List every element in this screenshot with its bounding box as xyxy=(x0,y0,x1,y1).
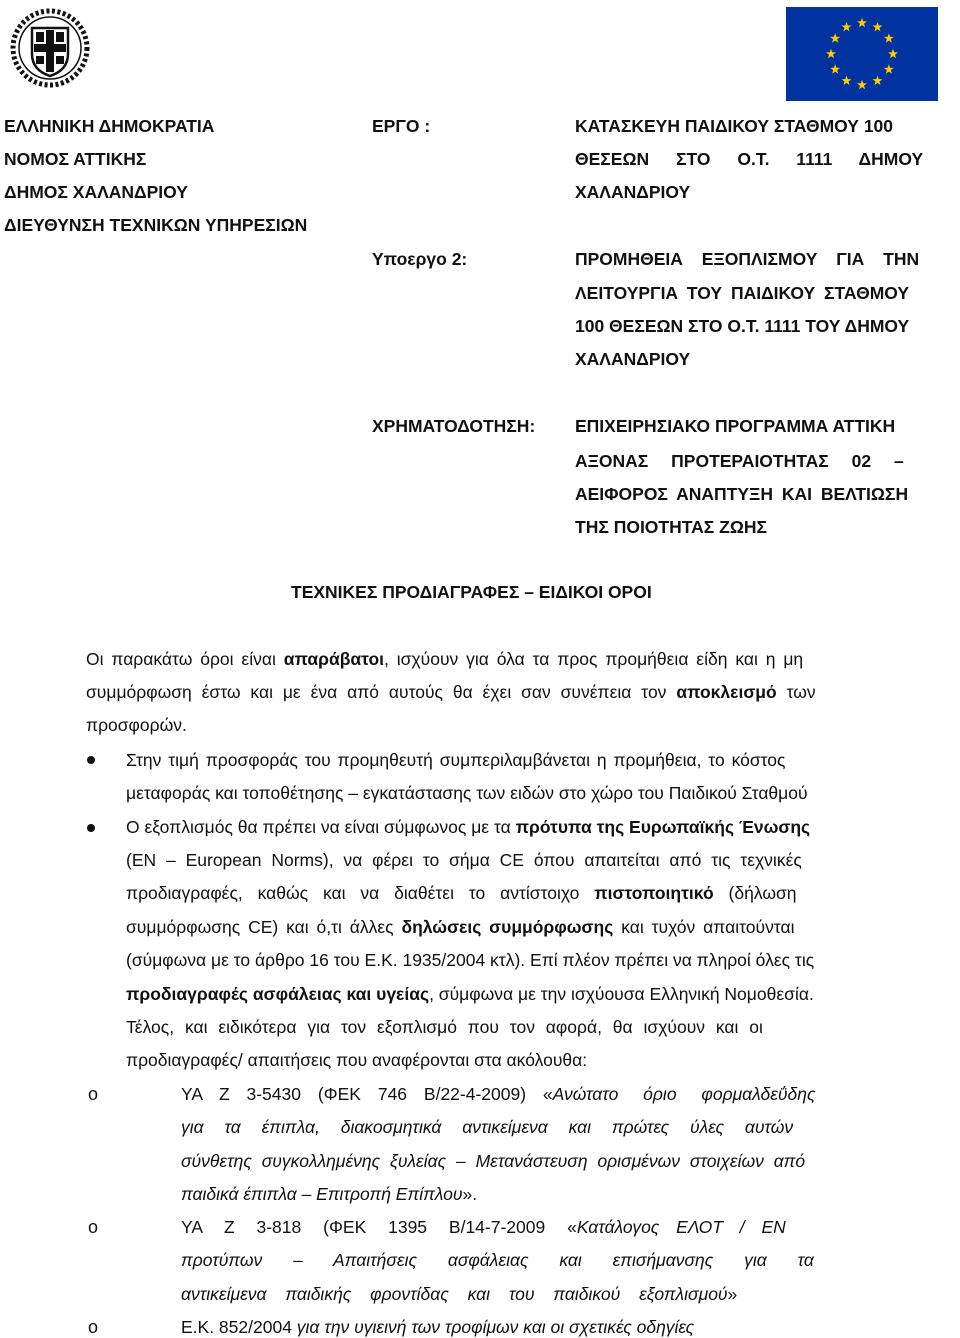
ergo-line-1: ΚΑΤΑΣΚΕΥΗ ΠΑΙΔΙΚΟΥ ΣΤΑΘΜΟΥ 100 xyxy=(575,116,894,136)
intro-text-1a: Οι παρακάτω όροι είναι xyxy=(86,649,276,669)
sub1-italic-4: παιδικά έπιπλα – Επιτροπή Επίπλου xyxy=(181,1184,463,1204)
ergo-line-3: ΧΑΛΑΝΔΡΙΟΥ xyxy=(575,182,691,202)
funding-line-3: ΑΕΙΦΟΡΟΣ ΑΝΑΠΤΥΞΗ ΚΑΙ ΒΕΛΤΙΩΣΗ xyxy=(575,484,909,504)
bullet-dot-2 xyxy=(87,824,95,832)
bullet2-text-6b: , σύμφωνα με την ισχύουσα Ελληνική Νομοθεσία. xyxy=(429,984,814,1004)
bullet2-text-3c: (δήλωση xyxy=(728,883,797,903)
intro-line-1 xyxy=(86,648,803,670)
bullet2-text-4a: συμμόρφωσης CE) και ό,τι άλλες xyxy=(126,917,394,937)
sub-bullet-2: o xyxy=(88,1217,99,1237)
ypoergo-line-2: ΛΕΙΤΟΥΡΓΙΑ ΤΟΥ ΠΑΙΔΙΚΟΥ ΣΤΑΘΜΟΥ xyxy=(575,283,910,303)
sub1-line-1 xyxy=(181,1083,816,1105)
bullet2-text-1a: Ο εξοπλισμός θα πρέπει να είναι σύμφωνος με τα xyxy=(126,817,511,837)
header-left-line-4: ΔΙΕΥΘΥΝΣΗ ΤΕΧΝΙΚΩΝ ΥΠΗΡΕΣΙΩΝ xyxy=(4,215,308,235)
ergo-line-2 xyxy=(575,148,956,170)
ypoergo-line-4: ΧΑΛΑΝΔΡΙΟΥ xyxy=(575,349,691,369)
bullet2-bold-protypa: πρότυπα της Ευρωπαϊκής Ένωσης xyxy=(515,817,811,837)
bullet2-line-1 xyxy=(126,816,810,838)
eu-flag-logo xyxy=(786,7,938,101)
greek-emblem-logo xyxy=(10,8,90,88)
bullet2-bold-pistopoiitiko: πιστοποιητικό xyxy=(594,883,714,903)
sub1-line-3: σύνθετης συγκολλημένης ξυλείας – Μετανάστευση ορισμένων στοιχείων από xyxy=(181,1151,806,1171)
funding-line-1: ΕΠΙΧΕΙΡΗΣΙΑΚΟ ΠΡΟΓΡΑΜΜΑ ΑΤΤΙΚΗ xyxy=(575,416,896,436)
sub-bullet-1: o xyxy=(88,1084,99,1104)
bullet2-line-5: (σύμφωνα με το άρθρο 16 του Ε.Κ. 1935/2004 κτλ). Επί πλέον πρέπει να πληροί όλες τις xyxy=(126,950,815,970)
sub3-text-1a: Ε.Κ. 852/2004 xyxy=(181,1317,292,1337)
section-title: ΤΕΧΝΙΚΕΣ ΠΡΟΔΙΑΓΡΑΦΕΣ – ΕΙΔΙΚΟΙ ΟΡΟΙ xyxy=(291,582,652,602)
sub1-text-4b: ». xyxy=(462,1184,478,1204)
intro-bold-apparavatoi: απαράβατοι xyxy=(283,649,385,669)
bullet2-line-6 xyxy=(126,983,814,1005)
intro-text-2a: συμμόρφωση έστω και με ένα από αυτούς θα έχει σαν συνέπεια τον xyxy=(86,682,667,702)
sub3-line-1 xyxy=(181,1316,694,1338)
sub2-italic-3: αντικείμενα παιδικής φροντίδας και του παιδικού εξοπλισμού xyxy=(181,1284,728,1304)
sub2-line-2: προτύπων – Απαιτήσεις ασφάλειας και επισήμανσης για τα xyxy=(181,1250,814,1270)
bullet2-line-4 xyxy=(126,916,795,938)
sub1-text-1a: ΥΑ Ζ 3-5430 (ΦΕΚ 746 Β/22-4-2009) « xyxy=(181,1084,553,1104)
sub1-line-2: για τα έπιπλα, διακοσμητικά αντικείμενα και πρώτες ύλες αυτών xyxy=(181,1117,794,1137)
bullet1-line-2: μεταφοράς και τοποθέτησης – εγκατάστασης των ειδών στο χώρο του Παιδικού Σταθμού xyxy=(126,783,808,803)
intro-text-1c: , ισχύουν για όλα τα προς προμήθεια είδη και η μη xyxy=(384,649,804,669)
bullet2-line-3 xyxy=(126,882,797,904)
bullet2-bold-dilwseis: δηλώσεις συμμόρφωσης xyxy=(401,917,614,937)
bullet2-line-7: Τέλος, και ειδικότερα για τον εξοπλισμό που τον αφορά, θα ισχύουν και οι xyxy=(126,1017,763,1037)
ypoergo-line-3: 100 ΘΕΣΕΩΝ ΣΤΟ Ο.Τ. 1111 ΤΟΥ ΔΗΜΟΥ xyxy=(575,316,910,336)
funding-line-4: ΤΗΣ ΠΟΙΟΤΗΤΑΣ ΖΩΗΣ xyxy=(575,517,767,537)
intro-text-2c: των xyxy=(786,682,816,702)
sub1-italic-1b: Ανώτατο όριο φορμαλδεΰδης xyxy=(552,1084,816,1104)
intro-line-3: προσφορών. xyxy=(86,715,187,735)
header-left-line-1: ΕΛΛΗΝΙΚΗ ΔΗΜΟΚΡΑΤΙΑ xyxy=(4,116,215,136)
bullet2-text-3a: προδιαγραφές, καθώς και να διαθέτει το αντίστοιχο xyxy=(126,883,580,903)
header-left-line-2: ΝΟΜΟΣ ΑΤΤΙΚΗΣ xyxy=(4,149,147,169)
ypoergo-line-1: ΠΡΟΜΗΘΕΙΑ ΕΞΟΠΛΙΣΜΟΥ ΓΙΑ ΤΗΝ xyxy=(575,249,920,269)
funding-line-2: ΑΞΟΝΑΣ ΠΡΟΤΕΡΑΙΟΤΗΤΑΣ 02 – xyxy=(575,451,904,471)
bullet-dot-1 xyxy=(87,756,95,764)
funding-label: ΧΡΗΜΑΤΟΔΟΤΗΣΗ: xyxy=(372,416,536,436)
intro-line-2 xyxy=(86,681,816,703)
sub2-line-3 xyxy=(181,1283,737,1305)
sub1-line-4 xyxy=(181,1183,477,1205)
sub-bullet-3: o xyxy=(88,1317,99,1337)
sub2-line-1 xyxy=(181,1216,786,1238)
sub2-text-3b: » xyxy=(727,1284,738,1304)
bullet1-line-1: Στην τιμή προσφοράς του προμηθευτή συμπεριλαμβάνεται η προμήθεια, το κόστος xyxy=(126,750,786,770)
intro-bold-apokleismo: αποκλεισμό xyxy=(676,682,777,702)
bullet2-line-2: (EN – European Norms), να φέρει το σήμα CE όπου απαιτείται από τις τεχνικές xyxy=(126,850,802,870)
ypoergo-label: Υποεργο 2: xyxy=(372,249,468,269)
sub3-italic-1b: για την υγιεινή των τροφίμων και οι σχετικές οδηγίες xyxy=(296,1317,695,1337)
bullet2-line-8: προδιαγραφές/ απαιτήσεις που αναφέρονται στα ακόλουθα: xyxy=(126,1050,588,1070)
header-left-line-3: ΔΗΜΟΣ ΧΑΛΑΝΔΡΙΟΥ xyxy=(4,182,188,202)
sub2-italic-1b: Κατάλογος ΕΛΟΤ / ΕΝ xyxy=(576,1217,786,1237)
bullet2-text-4c: και τυχόν απαιτούνται xyxy=(621,917,795,937)
ergo-line-2-text: ΘΕΣΕΩΝ ΣΤΟ Ο.Τ. 1111 ΔΗΜΟΥ xyxy=(575,149,924,169)
bullet2-bold-prodiagrafes: προδιαγραφές ασφάλειας και υγείας xyxy=(126,984,430,1004)
sub2-text-1a: ΥΑ Ζ 3-818 (ΦΕΚ 1395 Β/14-7-2009 « xyxy=(181,1217,577,1237)
ergo-label: ΕΡΓΟ : xyxy=(372,116,431,136)
